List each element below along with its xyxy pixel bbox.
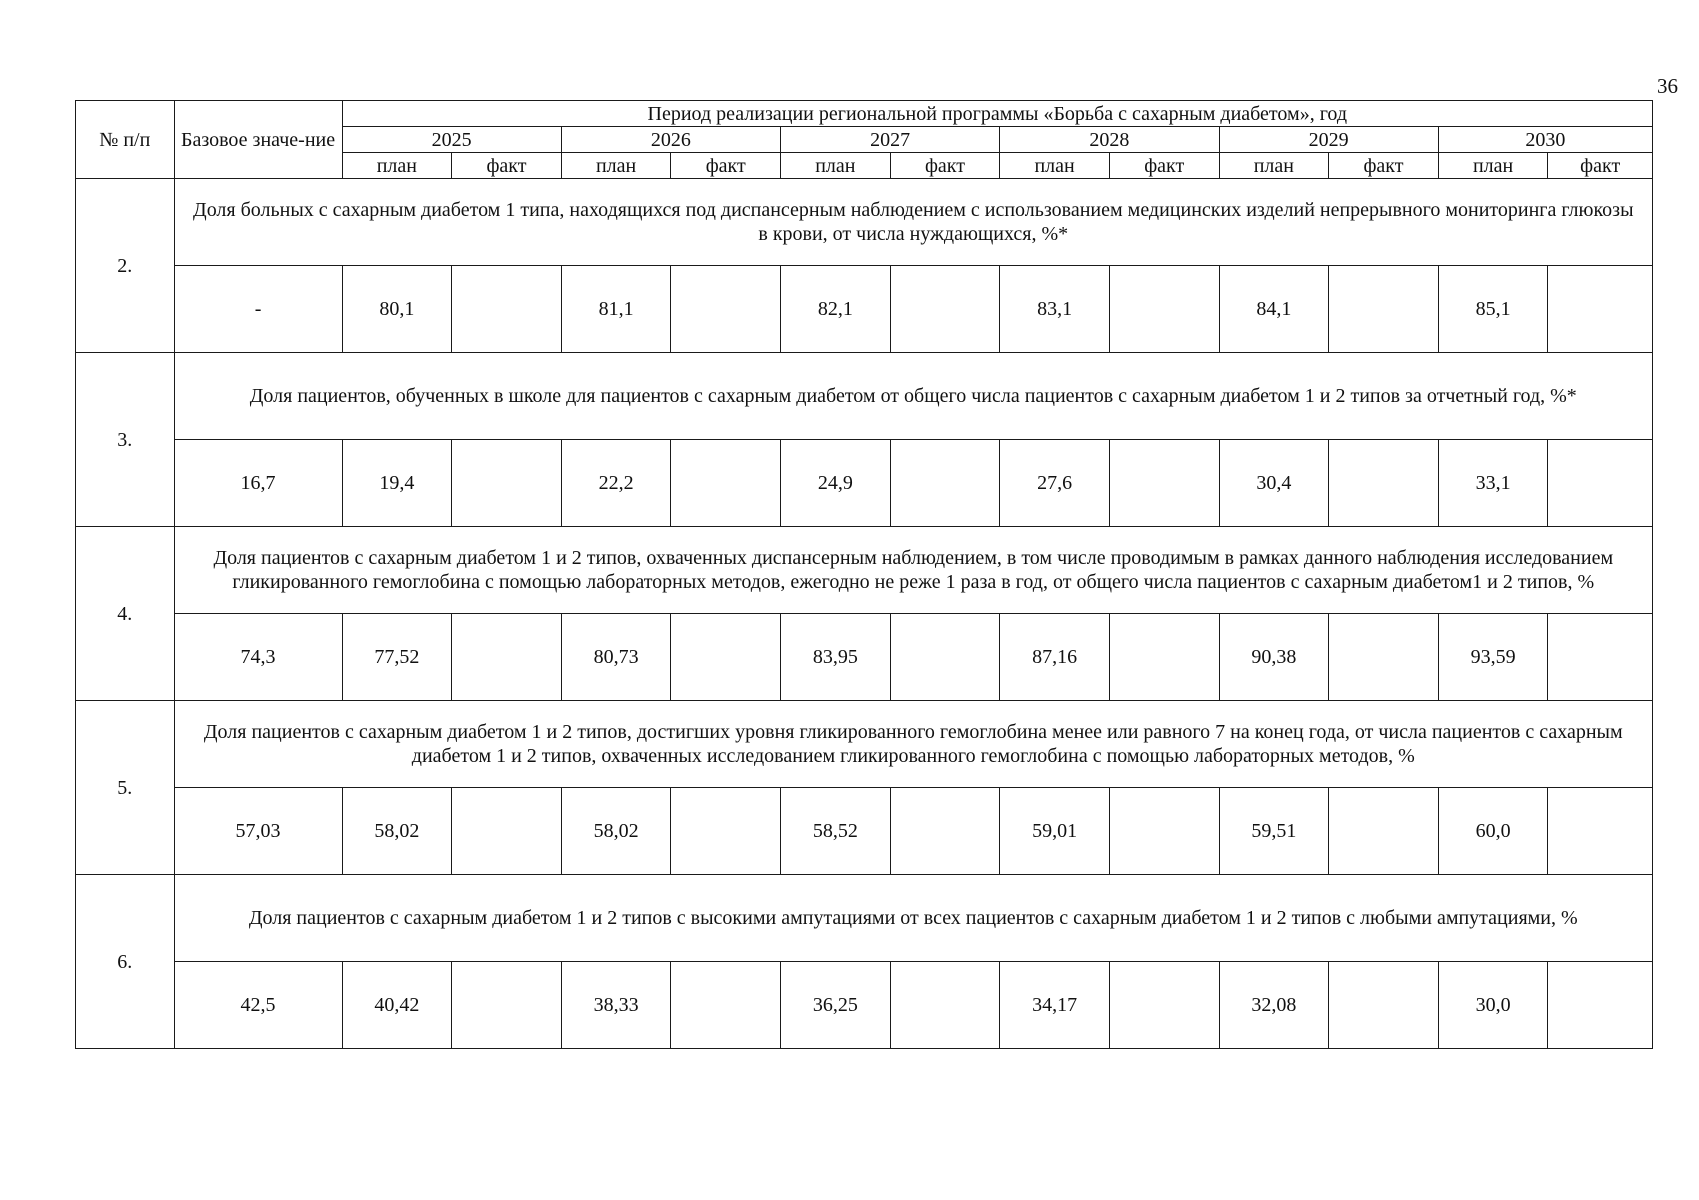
fact-value: [1109, 614, 1219, 701]
plan-value: 58,02: [561, 788, 671, 875]
indicator-values-row: [76, 614, 1653, 701]
plan-value: 32,08: [1219, 962, 1329, 1049]
fact-value: [890, 440, 1000, 527]
indicator-row: [76, 527, 1653, 614]
header-plan: план: [1000, 153, 1110, 179]
fact-value: [452, 614, 562, 701]
indicator-values-row: [76, 788, 1653, 875]
row-number: 4.: [76, 527, 175, 701]
plan-value: 59,01: [1000, 788, 1110, 875]
fact-value: [671, 440, 781, 527]
indicators-table: [75, 100, 1653, 1049]
row-number: 3.: [76, 353, 175, 527]
plan-value: 80,73: [561, 614, 671, 701]
fact-value: [890, 266, 1000, 353]
row-number: 5.: [76, 701, 175, 875]
plan-value: 77,52: [342, 614, 452, 701]
plan-value: 33,1: [1438, 440, 1548, 527]
fact-value: [452, 962, 562, 1049]
base-value: 16,7: [174, 440, 342, 527]
indicator-row: [76, 179, 1653, 266]
plan-value: 87,16: [1000, 614, 1110, 701]
indicator-values-row: [76, 962, 1653, 1049]
fact-value: [1548, 266, 1653, 353]
fact-value: [1109, 788, 1219, 875]
header-plan: план: [781, 153, 891, 179]
indicator-values-row: [76, 440, 1653, 527]
plan-value: 81,1: [561, 266, 671, 353]
plan-value: 84,1: [1219, 266, 1329, 353]
header-plan: план: [1438, 153, 1548, 179]
indicator-description: Доля больных с сахарным диабетом 1 типа, находящихся под диспансерным наблюдением с использованием медицинских изделий непрерывного мониторинга глюкозы в крови, от числа нуждающихся, %*: [174, 179, 1652, 266]
header-base-value: Базовое значе-ние: [174, 101, 342, 179]
plan-value: 82,1: [781, 266, 891, 353]
fact-value: [452, 440, 562, 527]
header-plan: план: [342, 153, 452, 179]
header-fact: факт: [671, 153, 781, 179]
plan-value: 40,42: [342, 962, 452, 1049]
header-fact: факт: [1329, 153, 1439, 179]
plan-value: 60,0: [1438, 788, 1548, 875]
plan-value: 36,25: [781, 962, 891, 1049]
fact-value: [1548, 614, 1653, 701]
fact-value: [1329, 266, 1439, 353]
header-fact: факт: [452, 153, 562, 179]
plan-value: 24,9: [781, 440, 891, 527]
plan-value: 59,51: [1219, 788, 1329, 875]
indicator-description: Доля пациентов с сахарным диабетом 1 и 2 типов, достигших уровня гликированного гемоглобина менее или равного 7 на конец года, от числа пациентов с сахарным диабетом 1 и 2 типов, охваченных исследованием гликированного гемоглобина с помощью лабораторных методов, %: [174, 701, 1652, 788]
indicator-values-row: [76, 266, 1653, 353]
fact-value: [671, 614, 781, 701]
base-value: 42,5: [174, 962, 342, 1049]
base-value: -: [174, 266, 342, 353]
plan-value: 90,38: [1219, 614, 1329, 701]
header-fact: факт: [890, 153, 1000, 179]
fact-value: [890, 614, 1000, 701]
plan-value: 19,4: [342, 440, 452, 527]
plan-value: 58,02: [342, 788, 452, 875]
plan-value: 34,17: [1000, 962, 1110, 1049]
base-value: 57,03: [174, 788, 342, 875]
plan-value: 58,52: [781, 788, 891, 875]
header-fact: факт: [1548, 153, 1653, 179]
plan-value: 83,95: [781, 614, 891, 701]
header-fact: факт: [1109, 153, 1219, 179]
fact-value: [452, 266, 562, 353]
row-number: 6.: [76, 875, 175, 1049]
fact-value: [1329, 440, 1439, 527]
header-year: 2027: [781, 127, 1000, 153]
header-plan: план: [561, 153, 671, 179]
fact-value: [1548, 788, 1653, 875]
indicator-description: Доля пациентов с сахарным диабетом 1 и 2 типов, охваченных диспансерным наблюдением, в том числе проводимым в рамках данного наблюдения исследованием гликированного гемоглобина с помощью лабораторных методов, ежегодно не реже 1 раза в год, от общего числа пациентов с сахарным диабетом1 и 2 типов, %: [174, 527, 1652, 614]
header-year: 2026: [561, 127, 780, 153]
fact-value: [890, 962, 1000, 1049]
fact-value: [890, 788, 1000, 875]
indicator-row: [76, 353, 1653, 440]
fact-value: [671, 266, 781, 353]
fact-value: [1548, 440, 1653, 527]
header-year: 2028: [1000, 127, 1219, 153]
base-value: 74,3: [174, 614, 342, 701]
fact-value: [1109, 266, 1219, 353]
fact-value: [1548, 962, 1653, 1049]
fact-value: [671, 788, 781, 875]
plan-value: 22,2: [561, 440, 671, 527]
plan-value: 83,1: [1000, 266, 1110, 353]
fact-value: [452, 788, 562, 875]
fact-value: [671, 962, 781, 1049]
plan-value: 27,6: [1000, 440, 1110, 527]
fact-value: [1329, 962, 1439, 1049]
row-number: 2.: [76, 179, 175, 353]
indicator-row: [76, 701, 1653, 788]
plan-value: 93,59: [1438, 614, 1548, 701]
indicator-description: Доля пациентов, обученных в школе для пациентов с сахарным диабетом от общего числа пациентов с сахарным диабетом 1 и 2 типов за отчетный год, %*: [174, 353, 1652, 440]
fact-value: [1109, 962, 1219, 1049]
header-year: 2025: [342, 127, 561, 153]
plan-value: 30,0: [1438, 962, 1548, 1049]
page-number: 36: [1657, 74, 1678, 98]
plan-value: 85,1: [1438, 266, 1548, 353]
fact-value: [1329, 614, 1439, 701]
plan-value: 30,4: [1219, 440, 1329, 527]
header-number: № п/п: [76, 101, 175, 179]
indicator-row: [76, 875, 1653, 962]
header-period: Период реализации региональной программы «Борьба с сахарным диабетом», год: [342, 101, 1652, 127]
plan-value: 80,1: [342, 266, 452, 353]
header-year: 2029: [1219, 127, 1438, 153]
fact-value: [1329, 788, 1439, 875]
indicator-description: Доля пациентов с сахарным диабетом 1 и 2 типов с высокими ампутациями от всех пациентов с сахарным диабетом 1 и 2 типов с любыми ампутациями, %: [174, 875, 1652, 962]
header-plan: план: [1219, 153, 1329, 179]
fact-value: [1109, 440, 1219, 527]
plan-value: 38,33: [561, 962, 671, 1049]
header-year: 2030: [1438, 127, 1652, 153]
